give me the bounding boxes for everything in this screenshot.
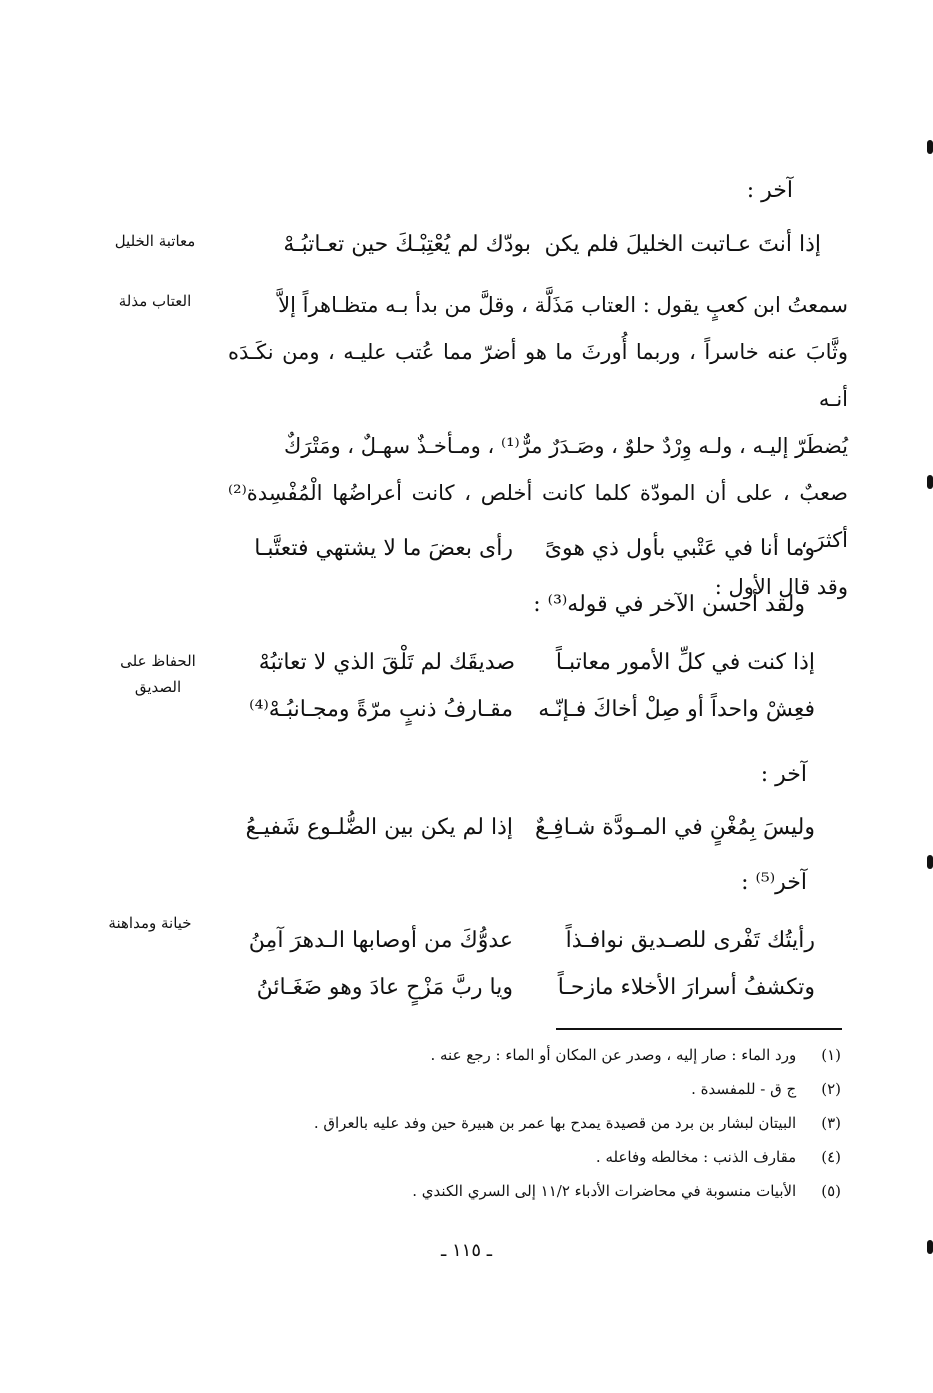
- margin-note-2: العتاب مذلة: [118, 292, 192, 310]
- footnote-number: (٢): [821, 1080, 841, 1098]
- verse-7-first-hemistich: وتكشفُ أسرارَ الأخلاء مازحـاً: [557, 975, 815, 1000]
- verse-5-second-hemistich: إذا لم يكن بين الضُّلـوع شَفيـعُ: [245, 815, 513, 840]
- footnote-divider: [556, 1028, 842, 1030]
- edge-mark: [927, 475, 933, 489]
- edge-mark: [927, 140, 933, 154]
- heading-akhar-3: آخر⁽⁵⁾ :: [741, 870, 807, 895]
- heading-akhar-1: آخر :: [746, 178, 793, 203]
- edge-mark: [927, 855, 933, 869]
- verse-1-second-hemistich: بودّك لم يُعْتِبْـكَ حين تعـاتبُـهْ: [283, 232, 531, 257]
- intro-line: ولقد أحسن الآخر في قوله⁽³⁾ :: [533, 592, 805, 617]
- footnote-text: الأبيات منسوبة في محاضرات الأدباء ١١/٢ إلى السري الكندي .: [412, 1182, 797, 1200]
- verse-2-first-hemistich: وما أنا في عَتْبي بأول ذي هوىً: [544, 536, 815, 561]
- footnote-3: [150, 1114, 841, 1132]
- footnote-number: (٤): [821, 1148, 841, 1166]
- margin-note-3: الحفاظ على الصديق: [120, 652, 196, 696]
- footnote-text: ورد الماء : صار إليه ، وصدر عن المكان أو الماء : رجع عنه .: [430, 1046, 797, 1064]
- verse-4-first-hemistich: فعِشْ واحداً أو صِلْ أخاكَ فـإنّـه: [538, 697, 815, 722]
- verse-3-first-hemistich: إذا كنت في كلِّ الأمور معاتبـاً: [555, 650, 815, 675]
- verse-2-second-hemistich: رأى بعضَ ما لا يشتهي فتعتَّبـا: [254, 536, 513, 561]
- footnote-text: البيتان لبشار بن برد من قصيدة يمدح بها عمر بن هبيرة حين وفد عليه بالعراق .: [313, 1114, 797, 1132]
- margin-note-1: معاتبة الخليل: [114, 232, 196, 250]
- footnote-number: (١): [821, 1046, 841, 1064]
- heading-akhar-2: آخر :: [760, 762, 807, 787]
- footnote-text: ج ق - للمفسدة .: [691, 1080, 797, 1098]
- verse-3-second-hemistich: صديقَك لم تَلْقَ الذي لا تعاتبُهْ: [258, 650, 515, 675]
- prose-line: صعبٌ ، على أن المودّة كلما كانت أخلص ، كانت أعراضُها الْمُفْسِدة⁽²⁾ أكثرَ ،: [228, 481, 848, 552]
- footnote-text: مقارف الذنب : مخالطه وفاعله .: [595, 1148, 797, 1166]
- verse-1-first-hemistich: إذا أنتَ عـاتبت الخليلَ فلم يكن: [544, 232, 821, 257]
- prose-line: يُضطَرّ إليـه ، ولـه وِرْدٌ حلوٌ ، وصَـدَرٌ مرٌّ⁽¹⁾ ، ومـأخـذٌ سهـلٌ ، ومَتْرَكٌ: [283, 434, 848, 458]
- footnote-number: (٣): [821, 1114, 841, 1132]
- prose-line: وثَّابَ عنه خاسراً ، وربما أُورثَ ما هو أضرّ مما عُتب عليـه ، ومن نكَـدَه أنـه: [228, 340, 848, 411]
- prose-line: سمعتُ ابن كعبٍ يقول : العتاب مَذَلَّة ، وقلَّ من بدأ بـه متظـاهراً إلاَّ: [278, 293, 848, 317]
- margin-note-4: خيانة ومداهنة: [108, 914, 192, 932]
- footnote-4: [150, 1148, 841, 1166]
- footnote-1: [150, 1046, 841, 1064]
- prose-line: وقد قال الأول :: [714, 575, 848, 599]
- footnote-5: [150, 1182, 841, 1200]
- footnote-2: [150, 1080, 841, 1098]
- verse-7-second-hemistich: ويا ربَّ مَزْحٍ عادَ وهو ضَغَـائنُ: [256, 975, 513, 1000]
- prose-paragraph: [228, 282, 848, 611]
- page-number: ـ ١١٥ ـ: [440, 1240, 492, 1261]
- verse-6-first-hemistich: رأيتُك تَفْرى للصـديق نوافـذاً: [565, 928, 815, 953]
- verse-6-second-hemistich: عدوُّكَ من أوصابها الـدهرَ آمِنُ: [248, 928, 513, 953]
- footnote-number: (٥): [821, 1182, 841, 1200]
- verse-5-first-hemistich: وليسَ بِمُغْنٍ في المـودَّة شـافِـعٌ: [535, 815, 815, 840]
- verse-4-second-hemistich: مقـارفُ ذنبٍ مرّةً ومجـانبُـهْ⁽⁴⁾: [249, 697, 513, 722]
